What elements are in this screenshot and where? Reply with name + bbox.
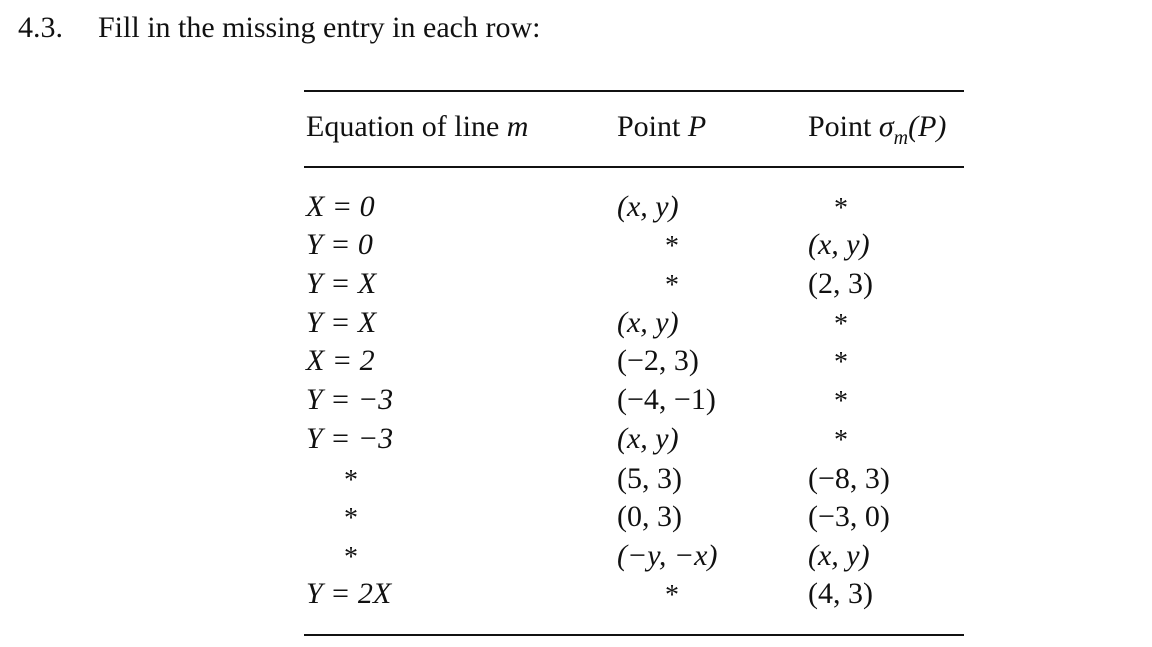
row-3-image: (2, 3): [808, 267, 873, 300]
row-6-line-equation: Y = −3: [306, 383, 394, 416]
row-5-point: (−2, 3): [617, 344, 699, 377]
row-7-point: (x, y): [617, 422, 679, 455]
row-4-line-equation: Y = X: [306, 306, 377, 339]
exercise-instruction: Fill in the missing entry in each row:: [98, 11, 541, 44]
row-2-line-equation: Y = 0: [306, 228, 373, 261]
table-top-rule: [304, 90, 964, 92]
row-6-image-missing: *: [834, 386, 848, 417]
row-1-point: (x, y): [617, 190, 679, 223]
row-3-line-equation: Y = X: [306, 267, 377, 300]
row-9-point: (0, 3): [617, 500, 682, 533]
row-2-image: (x, y): [808, 228, 870, 261]
row-3-point-missing: *: [665, 270, 679, 301]
row-10-image: (x, y): [808, 539, 870, 572]
header-point-sigma-m-p: Point $\sigma_m(P)$: [808, 110, 947, 149]
row-1-image-missing: *: [834, 193, 848, 224]
row-9-image: (−3, 0): [808, 500, 890, 533]
row-7-image-missing: *: [834, 425, 848, 456]
row-4-point: (x, y): [617, 306, 679, 339]
row-6-point: (−4, −1): [617, 383, 716, 416]
row-4-image-missing: *: [834, 309, 848, 340]
exercise-number: 4.3.: [18, 11, 63, 44]
row-10-point: (−y, −x): [617, 539, 718, 572]
table-header-rule: [304, 166, 964, 168]
row-8-line-missing: *: [344, 465, 358, 496]
row-10-line-missing: *: [344, 542, 358, 573]
row-5-image-missing: *: [834, 347, 848, 378]
row-1-line-equation: X = 0: [306, 190, 375, 223]
row-5-line-equation: X = 2: [306, 344, 375, 377]
exercise-heading: [18, 8, 540, 48]
row-11-image: (4, 3): [808, 577, 873, 610]
row-11-point-missing: *: [665, 580, 679, 611]
row-8-image: (−8, 3): [808, 462, 890, 495]
table-bottom-rule: [304, 634, 964, 636]
row-9-line-missing: *: [344, 503, 358, 534]
row-11-line-equation: Y = 2X: [306, 577, 392, 610]
row-8-point: (5, 3): [617, 462, 682, 495]
row-7-line-equation: Y = −3: [306, 422, 394, 455]
header-point-p: Point P: [617, 110, 707, 143]
row-2-point-missing: *: [665, 231, 679, 262]
header-equation-of-line: Equation of line m: [306, 110, 529, 143]
